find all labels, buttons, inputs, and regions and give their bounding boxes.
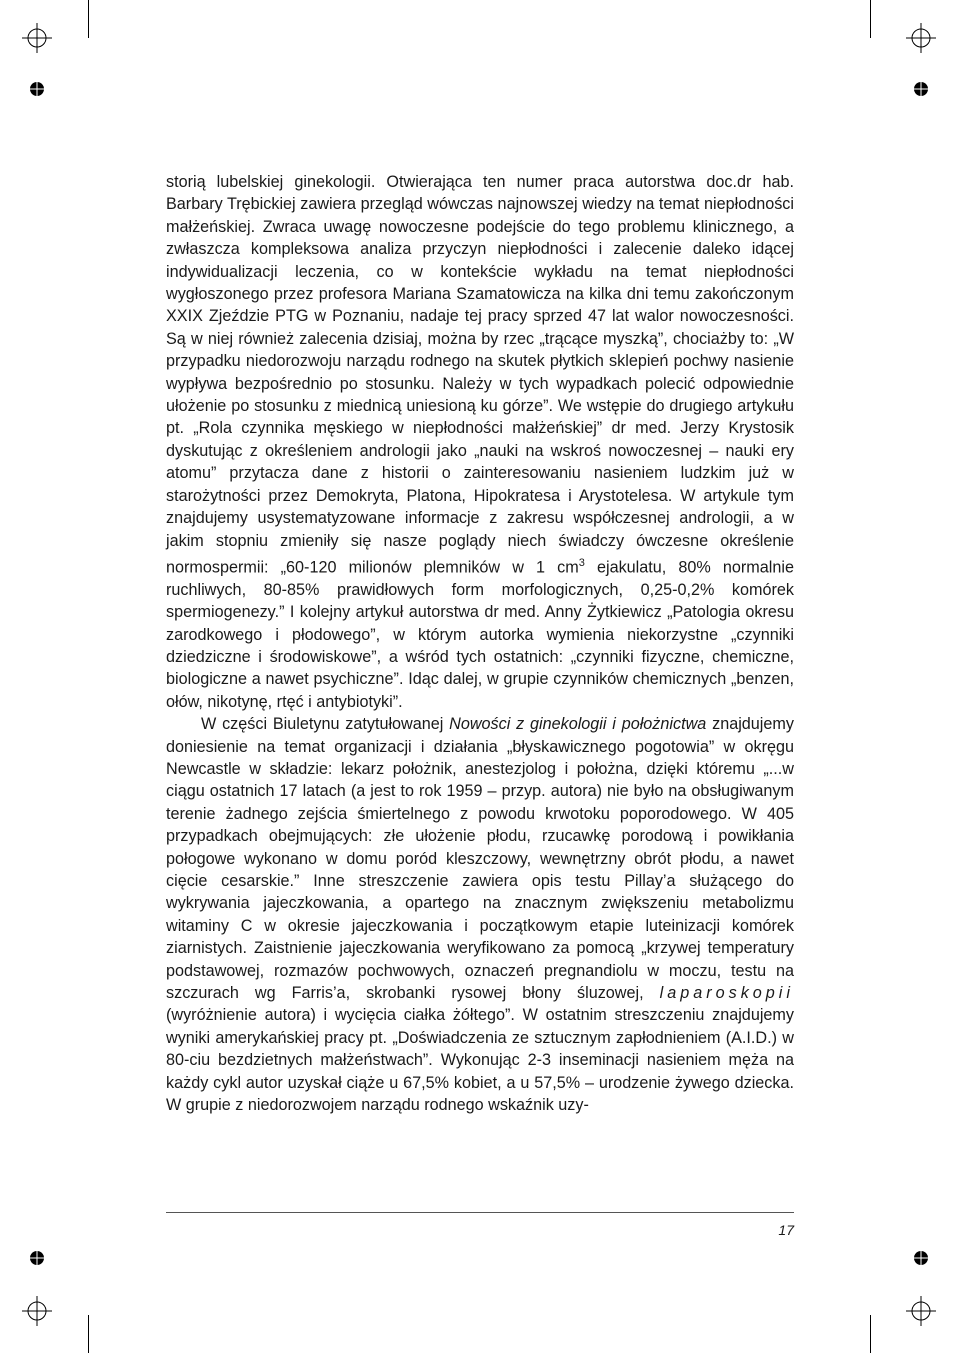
registration-dot-bottom-right — [913, 1250, 929, 1266]
footer-rule — [166, 1212, 794, 1213]
registration-dot-top-right — [913, 81, 929, 97]
crop-mark-bottom-right-vertical — [870, 1315, 871, 1353]
crosshair-icon — [22, 1296, 52, 1326]
registration-mark-bottom-right — [906, 1296, 936, 1326]
crop-mark-top-right-vertical — [870, 0, 871, 38]
paragraph-1-tail: ejakulatu, 80% normalnie ruchliwych, 80-85% prawidłowych form morfologicznych, 0,25-0,2% komórek spermiogenezy.” I kolejny artykuł autorstwa dr med. Anny Żytkiewicz „Patologia okresu zarodkowego i płodowego”, w którym autorka wymienia niekorzystne „czynniki dziedziczne i środowiskowe”, a wśród tych ostatnich: „czynniki fizyczne, chemiczne, biologiczne a nawet psychiczne”. Idąc dalej, w grupie czynników chemicznych „benzen, ołów, nikotynę, rtęć i antybiotyki”. — [166, 558, 794, 711]
paragraph-2-middle: znajdujemy doniesienie na temat organizacji i działania „błyskawicznego pogotowia” w okręgu Newcastle w składzie: lekarz położnik, anestezjolog i położna, dzięki któremu „...w ciągu ostatnich 17 latach (a jest to rok 1959 – przyp. autora) nie było na obsługiwanym terenie żadnego zejścia śmiertelnego z powodu krwotoku poporodowego. W 405 przypadkach obejmujących: złe ułożenie płodu, rzucawkę porodową i powikłania połogowe wykonano w domu poród kleszczowy, wewnętrzny obrót płodu, a nawet cięcie cesarskie.” Inne streszczenie zawiera opis testu Pillay’a służącego do wykrywania jajeczkowania, a opartego na znacznym zwiększeniu metabolizmu witaminy C w okresie jajeczkowania i początkowym etapie luteinizacji komórek ziarnistych. Zaistnienie jajeczkowania weryfikowano za pomocą „krzywej temperatury podstawowej, rozmazów pochwowych, oznaczeń pregnandiolu w moczu, testu na szczurach wg Farris’a, skrobanki rysowej błony śluzowej, — [166, 715, 794, 1003]
crop-mark-bottom-left-vertical — [88, 1315, 89, 1353]
article-body — [166, 171, 794, 1116]
section-title-italic: Nowości z ginekologii i położnictwa — [449, 715, 707, 734]
crosshair-icon — [906, 1296, 936, 1326]
filled-target-icon — [913, 1250, 929, 1266]
crosshair-icon — [22, 23, 52, 53]
crosshair-icon — [906, 23, 936, 53]
registration-dot-bottom-left — [29, 1250, 45, 1266]
filled-target-icon — [913, 81, 929, 97]
filled-target-icon — [29, 1250, 45, 1266]
paragraph-1 — [166, 171, 794, 713]
superscript-cube: 3 — [578, 556, 585, 569]
registration-dot-top-left — [29, 81, 45, 97]
paragraph-2-start: W części Biuletynu zatytułowanej — [201, 715, 450, 734]
filled-target-icon — [29, 81, 45, 97]
registration-mark-top-right — [906, 23, 936, 53]
registration-mark-top-left — [22, 23, 52, 53]
paragraph-2 — [166, 713, 794, 1116]
paragraph-1-text: storią lubelskiej ginekologii. Otwierająca ten numer praca autorstwa doc.dr hab. Barbary Trębickiej zawiera przegląd wówczas najnowszej wiedzy na temat niepłodności małżeńskiej. Zwraca uwagę nowoczesne podejście do tego problemu klinicznego, a zwłaszcza kompleksowa analiza przyczyn niepłodności i zalecenie daleko idącej indywidualizacji leczenia, co w kontekście wykładu na temat niepłodności wygłoszonego przez profesora Mariana Szamatowicza na kilka dni temu zakończonym XXIX Zjeździe PTG w Poznaniu, nadaje tej pracy sprzed 47 lat walor nowoczesności. Są w niej również zalecenia dzisiaj, można by rzec „trącące myszką”, chociażby to: „W przypadku niedorozwoju narządu rodnego na skutek płytkich sklepień pochwy nasienie wypływa bezpośrednio po stosunku. Należy w tych wypadkach polecić odpowiednie ułożenie po stosunku z miednicą uniesioną ku górze”. We wstępie do drugiego artykułu pt. „Rola czynnika męskiego w niepłodności małżeńskiej” dr med. Jerzy Krystosik dyskutując z określeniem andrologii jako „nauki na wskroś nowoczesnej – nauki ery atomu” przytacza dane z historii o zainteresowaniu nasieniem ludzkim już w starożytności przez Demokryta, Platona, Hipokratesa i Arystotelesa. W artykule tym znajdujemy usystematyzowane informacje z zakresu współczesnej andrologii, a w jakim stopniu zmieniły się nasze poglądy niech świadczy ówczesne określenie normospermii: „60-120 milionów plemników w 1 cm — [166, 173, 794, 577]
page-number: 17 — [778, 1222, 794, 1238]
paragraph-2-end: (wyróżnienie autora) i wycięcia ciałka żółtego”. W ostatnim streszczeniu znajdujemy wyniki amerykańskiej pracy pt. „Doświadczenia ze sztucznym zapłodnieniem (A.I.D.) w 80-ciu bezdzietnych małżeństwach”. Wykonując 2-3 inseminacji nasieniem męża na każdy cykl autor uzyskał ciąże u 67,5% kobiet, a u 57,5% – urodzenie żywego dziecka. W grupie z niedorozwojem narządu rodnego wskaźnik uzy- — [166, 1006, 794, 1115]
crop-mark-top-left-vertical — [88, 0, 89, 38]
spaced-emphasis: laparoskopii — [659, 984, 794, 1003]
registration-mark-bottom-left — [22, 1296, 52, 1326]
